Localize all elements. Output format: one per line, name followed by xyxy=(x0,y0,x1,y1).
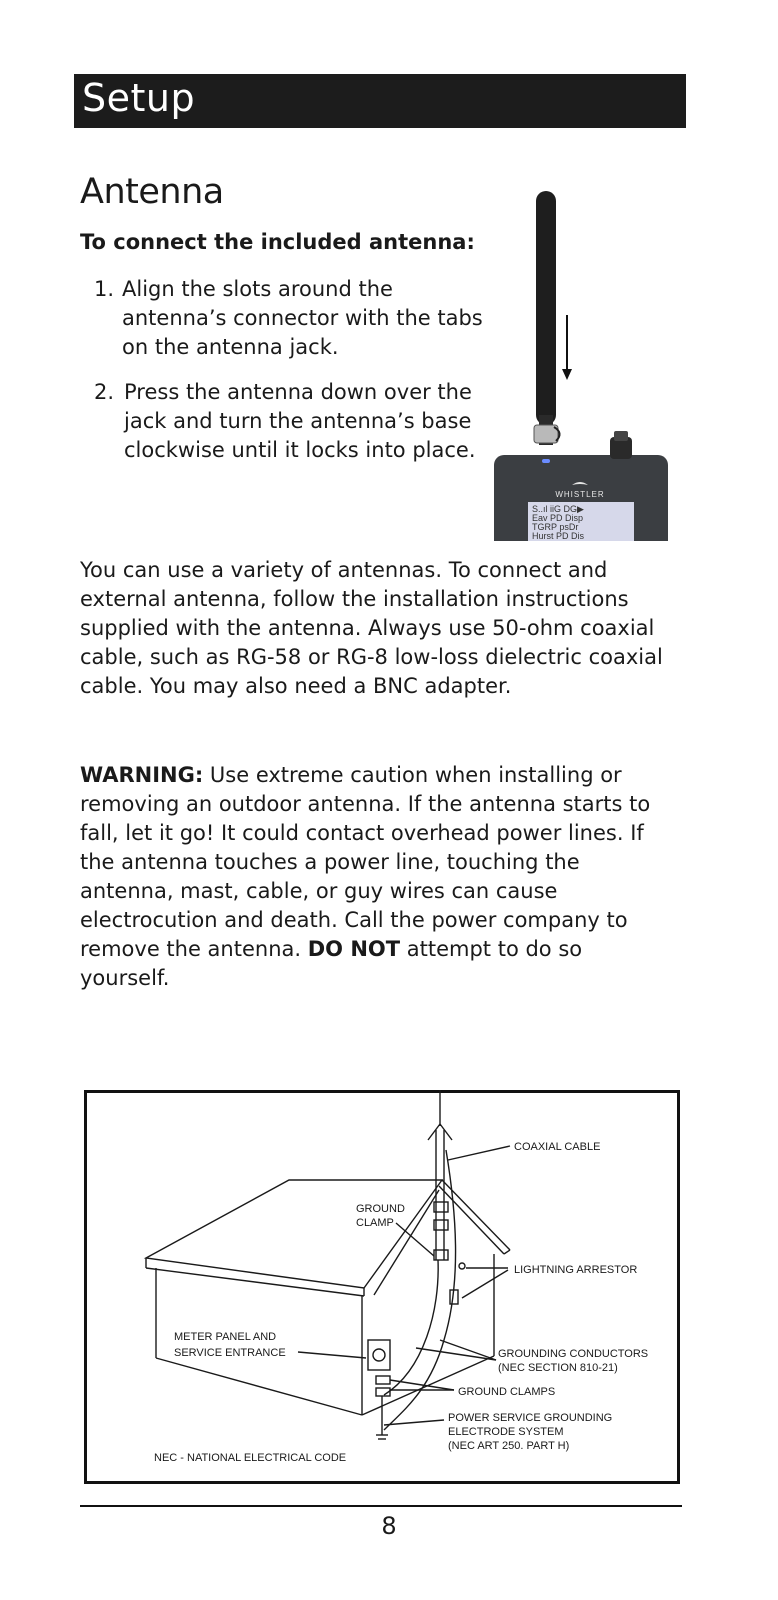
screen-line-4: Hurst PD Dis xyxy=(532,531,585,541)
label-grounding-conductors: GROUNDING CONDUCTORS xyxy=(498,1348,649,1360)
section-banner xyxy=(74,74,686,128)
label-meter-panel: METER PANEL AND xyxy=(174,1331,277,1343)
step-text: Press the antenna down over the jack and turn the antenna’s base clockwise until it locks into place. xyxy=(124,380,476,462)
list-item xyxy=(94,378,494,465)
label-ground-clamps: GROUND CLAMPS xyxy=(458,1386,556,1398)
section-title: Setup xyxy=(82,76,196,120)
antenna-whip xyxy=(536,191,556,425)
scanner-antenna-image xyxy=(492,185,670,541)
warning-paragraph xyxy=(80,761,660,993)
label-service-entrance: SERVICE ENTRANCE xyxy=(174,1347,286,1359)
connect-subheading: To connect the included antenna: xyxy=(80,230,475,254)
list-item xyxy=(94,275,494,362)
step-number: 2. xyxy=(94,380,115,404)
scanner-brand: WHISTLER xyxy=(555,490,605,499)
screen-line-1: S..ıl iiG DG▶ xyxy=(532,504,584,514)
warning-text-end: attempt to do so yourself. xyxy=(80,937,583,990)
step-number: 1. xyxy=(94,277,115,301)
label-ground-clamp-2: CLAMP xyxy=(356,1217,394,1229)
warning-label: WARNING: xyxy=(80,763,204,787)
label-lightning-arrestor: LIGHTNING ARRESTOR xyxy=(514,1264,638,1276)
warning-emphasis: DO NOT xyxy=(307,937,401,961)
page-number: 8 xyxy=(381,1512,397,1540)
label-ground-clamp: GROUND xyxy=(356,1203,405,1215)
antenna-heading: Antenna xyxy=(80,172,224,212)
label-nec-250: (NEC ART 250. PART H) xyxy=(448,1440,570,1452)
label-power-service: POWER SERVICE GROUNDING xyxy=(448,1412,613,1424)
label-coaxial-cable: COAXIAL CABLE xyxy=(514,1141,601,1153)
footer-rule xyxy=(80,1505,682,1507)
step-text: Align the slots around the antenna’s connector with the tabs on the antenna jack. xyxy=(122,277,483,359)
steps-list xyxy=(94,275,494,481)
label-nec-note: NEC - NATIONAL ELECTRICAL CODE xyxy=(154,1452,347,1464)
antenna-info-paragraph: You can use a variety of antennas. To connect and external antenna, follow the installation instructions supplied with the antenna. Always use 50-ohm coaxial cable, such as RG-58 or RG-8 low-loss dielectric coaxial cable. You may also need a BNC adapter. xyxy=(80,558,663,698)
label-nec-810: (NEC SECTION 810-21) xyxy=(498,1362,618,1374)
screen-line-3: TGRP psDr xyxy=(532,522,579,532)
screen-line-2: Eav PD Disp xyxy=(532,513,584,523)
label-electrode-system: ELECTRODE SYSTEM xyxy=(448,1426,564,1438)
warning-text: Use extreme caution when installing or removing an outdoor antenna. If the antenna starts to fall, let it go! It could contact overhead power lines. If the antenna touches a power line, touching the antenna, mast, cable, or guy wires can cause electrocution and death. Call the power company to remove the antenna. xyxy=(80,763,651,961)
grounding-diagram xyxy=(84,1090,680,1484)
